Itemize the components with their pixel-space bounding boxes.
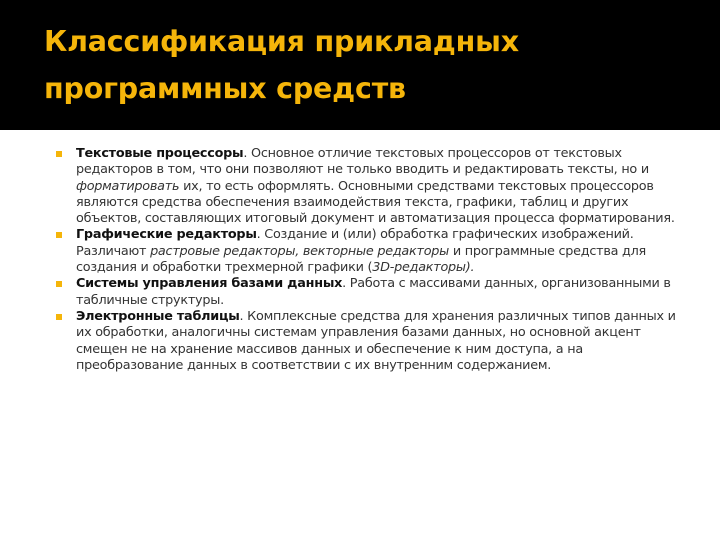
bullet-item-graphic-editors	[56, 227, 676, 276]
slide-title	[44, 18, 684, 112]
term-graphic-editors: Графические редакторы	[76, 227, 257, 243]
bullet-text: . Комплексные средства для хранения различных типов данных и их обработки, аналогичны системам управления базами данных, но основной акцент смещен не на хранение массивов данных и обеспечение к ним доступа, а на преобразование данных в соответствии с их внутренним содержанием.	[76, 308, 676, 373]
bullet-square-icon	[56, 232, 62, 238]
bullet-emphasis: 3D-редакторы).	[372, 260, 475, 276]
bullet-emphasis: растровые редакторы, векторные редакторы	[150, 243, 450, 259]
term-text-processors: Текстовые процессоры	[76, 146, 244, 161]
bullet-square-icon	[56, 314, 62, 320]
bullet-item-spreadsheets	[56, 309, 676, 374]
slide-title-line-1: Классификация прикладных	[44, 25, 519, 58]
term-dbms: Системы управления базами данных	[76, 276, 343, 292]
bullet-text: и программные средства для создания и обработки трехмерной графики (	[76, 243, 646, 276]
bullet-text: их, то есть оформлять. Основными средствами текстовых процессоров являются средства обеспечения взаимодействия текста, графики, таблиц и других объектов, составляющих итоговый документ и автоматизация процесса форматирования.	[76, 178, 675, 227]
slide-title-line-2: программных средств	[44, 72, 406, 105]
slide-content	[56, 146, 676, 374]
bullet-square-icon	[56, 281, 62, 287]
bullet-emphasis: форматировать	[76, 178, 180, 194]
bullet-text: . Работа с массивами данных, организованными в табличные структуры.	[76, 276, 671, 308]
bullet-square-icon	[56, 151, 62, 157]
bullet-item-text-processors	[56, 146, 676, 227]
bullet-text: . Создание и (или) обработка графических изображений. Различают	[76, 227, 634, 259]
bullet-list	[56, 146, 676, 374]
term-spreadsheets: Электронные таблицы	[76, 308, 240, 324]
bullet-item-dbms	[56, 276, 676, 309]
slide-header-bar	[0, 0, 720, 130]
bullet-text: . Основное отличие текстовых процессоров от текстовых редакторов в том, что они позволяют не только вводить и редактировать тексты, но и	[76, 146, 649, 178]
